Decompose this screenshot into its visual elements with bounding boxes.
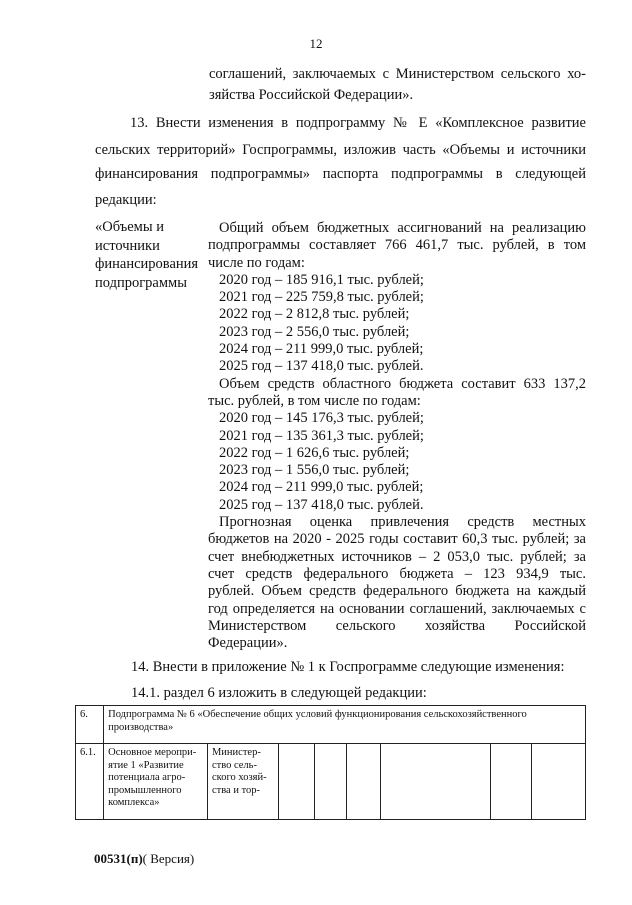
total-year: 2021 год – 225 759,8 тыс. рублей;: [219, 289, 424, 306]
passport-label-line: «Объемы и: [95, 219, 164, 235]
empty-cell: [314, 744, 346, 820]
subprogram-title-cell: [104, 706, 586, 744]
item13-line-3: финансирования подпрограммы» паспорта подпрограммы в следующей: [95, 166, 586, 182]
regional-year: 2024 год – 211 999,0 тыс. рублей;: [219, 479, 424, 496]
item13-line-1: 13. Внести изменения в подпрограмму № Е «Комплексное развитие: [130, 115, 586, 131]
regional-year: 2022 год – 1 626,6 тыс. рублей;: [219, 444, 410, 461]
regional-year: 2023 год – 1 556,0 тыс. рублей;: [219, 462, 410, 479]
table-row: [76, 706, 586, 744]
forecast-line: Прогнозная оценка привлечения средств местных: [219, 514, 586, 531]
total-year: 2024 год – 211 999,0 тыс. рублей;: [219, 341, 424, 358]
page-number: 12: [309, 36, 323, 51]
subprogram-table: [75, 705, 586, 820]
total-year: 2025 год – 137 418,0 тыс. рублей.: [219, 358, 424, 375]
row-number: 6.1.: [76, 744, 104, 820]
footer: [94, 851, 194, 867]
regional-line: Объем средств областного бюджета составит 633 137,2: [219, 375, 586, 392]
empty-cell: [278, 744, 314, 820]
activity-cell: [104, 744, 208, 820]
executor-cell: [207, 744, 278, 820]
total-year: 2022 год – 2 812,8 тыс. рублей;: [219, 306, 410, 323]
activity-line: ятие 1 «Развитие: [108, 759, 184, 771]
passport-label-line: источники: [95, 237, 160, 254]
forecast-line: бюджетов на 2020 - 2025 годы составит 60,3 тыс. рублей; за: [208, 531, 586, 548]
empty-cell: [380, 744, 490, 820]
item14: 14. Внести в приложение № 1 к Госпрограмме следующие изменения:: [131, 659, 565, 675]
passport-label-line: подпрограммы: [95, 274, 187, 291]
empty-cell: [531, 744, 585, 820]
activity-line: потенциала агро-: [108, 772, 186, 783]
passport-label-line: финансирования: [95, 256, 199, 272]
intro-line-1: соглашений, заключаемых с Министерством сельского хо-: [209, 66, 586, 82]
total-year: 2020 год – 185 916,1 тыс. рублей;: [219, 271, 424, 288]
activity-line: Основное меропри-: [108, 747, 197, 758]
forecast-line: Министерством сельского хозяйства Российской: [208, 617, 586, 634]
document-version: ( Версия): [142, 851, 195, 866]
activity-line: комплекса»: [108, 797, 160, 808]
item14-1: 14.1. раздел 6 изложить в следующей редакции:: [131, 685, 427, 701]
forecast-line: счет средств федерального бюджета – 123 934,9 тыс.: [208, 565, 586, 582]
forecast-line: рублей. Объем средств федерального бюджета на каждый: [208, 583, 586, 600]
executor-line: ства и тор-: [211, 784, 261, 796]
total-line: Общий объем бюджетных ассигнований на реализацию: [219, 220, 586, 236]
passport-content: [208, 220, 586, 652]
subprogram-title-line: Подпрограмма № 6 «Обеспечение общих условий функционирования сельскохозяйственного: [108, 709, 527, 720]
forecast-line: год определяется на основании соглашений, заключаемых с: [208, 600, 586, 617]
empty-cell: [490, 744, 531, 820]
subprogram-title-line: производства»: [108, 721, 174, 733]
forecast-line: Федерации».: [208, 635, 288, 652]
row-number: 6.: [76, 706, 104, 744]
forecast-line: счет внебюджетных источников – 2 053,0 тыс. рублей; за: [208, 548, 586, 565]
item13-line-2: сельских территорий» Госпрограммы, изложив часть «Объемы и источники: [95, 142, 586, 158]
document-code: 00531(п): [94, 851, 143, 866]
regional-year: 2025 год – 137 418,0 тыс. рублей.: [219, 496, 424, 513]
item13-line-4: редакции:: [95, 192, 157, 208]
passport-label: [95, 218, 207, 292]
regional-year: 2021 год – 135 361,3 тыс. рублей;: [219, 427, 424, 444]
intro-line-2: зяйства Российской Федерации».: [209, 87, 414, 103]
total-line: числе по годам:: [208, 254, 305, 271]
executor-line: ского хозяй-: [211, 772, 267, 783]
regional-line: тыс. рублей, в том числе по годам:: [208, 392, 421, 409]
executor-line: ство сель-: [211, 759, 257, 771]
executor-line: Министер-: [211, 747, 261, 758]
total-line: подпрограммы составляет 766 461,7 тыс. рублей, в том: [208, 237, 586, 254]
empty-cell: [346, 744, 380, 820]
table-row: [76, 744, 586, 820]
total-year: 2023 год – 2 556,0 тыс. рублей;: [219, 323, 410, 340]
activity-line: промышленного: [108, 784, 182, 796]
regional-year: 2020 год – 145 176,3 тыс. рублей;: [219, 410, 424, 427]
